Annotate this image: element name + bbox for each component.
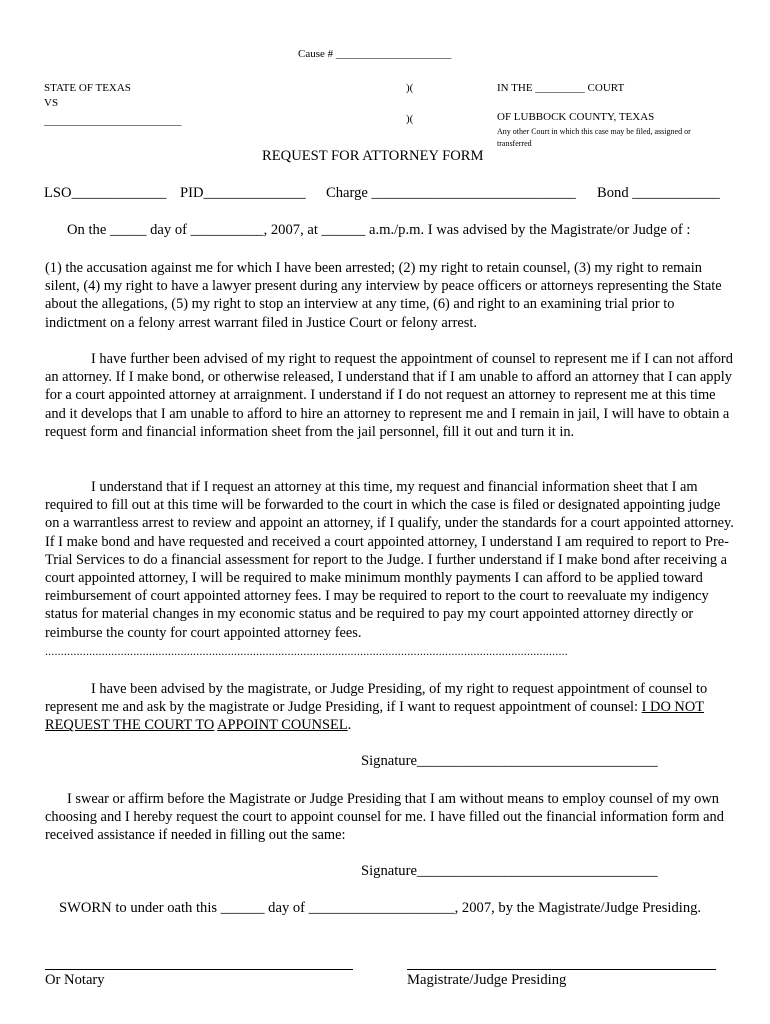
understand-paragraph: I understand that if I request an attorney at this time, my request and financial information sheet that I am required to fill out at this time will be forwarded to the court in which the case is filed or designated appointing judge on a warrantless arrest to review and appoint an attorney, if I qualify, under the standards for a court appointed attorney. If I make bond and have requested and received a court appointed attorney, I understand I am required to report to Pre-Trial Services to do a financial assessment for report to the Judge. I further understand if I make bond after receiving a court appointed attorney, I will be required to make minimum monthly payments I can afford to be applied toward reimbursement of court appointed attorney fees. I may be required to report to the court to reevaluate my indigency status for material changes in my economic status and be required to pay my court appointed attorney directly or reimburse the county for court appointed attorney fees. xyxy=(45,479,734,641)
court-name[interactable]: IN THE _________ COURT xyxy=(497,82,625,94)
court-note-line-1: Any other Court in which this case may be filed, assigned or xyxy=(497,127,691,136)
judge-label: Magistrate/Judge Presiding xyxy=(407,972,567,988)
notary-label: Or Notary xyxy=(45,972,105,988)
do-not-request-phrase: I DO NOT REQUEST THE COURT TO xyxy=(45,699,705,734)
bond-field[interactable]: Bond ____________ xyxy=(597,185,720,201)
dotted-separator: ...................................................................................................................................................................... xyxy=(45,644,568,658)
request-decline-text: I have been advised by the magistrate, or Judge Presiding, of my right to request appointment of counsel to represent me and ask by the magistrate or Judge Presiding, if I want to request appointment of counsel: xyxy=(45,681,708,716)
request-signature-line[interactable]: Signature_________________________________ xyxy=(361,863,658,879)
further-advised-paragraph: I have further been advised of my right to request the appointment of counsel to represent me if I can not afford an attorney. If I make bond, or otherwise released, I understand that if I am unable to afford an attorney that I can apply for a court appointed attorney at arraignment. I understand if I do not request an attorney to represent me at this time and it develops that I am unable to afford to hire an attorney to represent me and I remain in jail, I will have to obtain a request form and financial information sheet from the jail personnel, fill it out and turn it in. xyxy=(45,351,733,440)
appoint-counsel-phrase: APPOINT COUNSEL xyxy=(217,717,348,734)
court-note-line-2: transferred xyxy=(497,139,532,148)
request-decline-period: . xyxy=(347,717,352,734)
charge-field[interactable]: Charge ____________________________ xyxy=(326,185,576,201)
rights-paragraph: (1) the accusation against me for which I have been arrested; (2) my right to retain counsel, (3) my right to remain silent, (4) my right to have a lawyer present during any interview by peace officers or attorneys representing the State about the allegations, (5) my right to stop an interview at any time, (6) and right to an examining trial prior to indictment on a felony arrest warrant filed in Justice Court or felony arrest. xyxy=(45,260,722,331)
pid-field[interactable]: PID______________ xyxy=(180,185,306,201)
county-name: OF LUBBOCK COUNTY, TEXAS xyxy=(497,111,655,123)
caption-separator-1: )( xyxy=(406,82,414,94)
cause-number: Cause # _____________________ xyxy=(298,48,452,60)
defendant-name-line[interactable]: _________________________ xyxy=(44,115,182,127)
advised-date-line[interactable]: On the _____ day of __________, 2007, at ______ a.m./p.m. I was advised by the Magistrate/or Judge of : xyxy=(67,222,691,238)
decline-signature-line[interactable]: Signature_________________________________ xyxy=(361,753,658,769)
versus: VS xyxy=(44,97,59,109)
request-decline-paragraph xyxy=(45,680,735,735)
lso-field[interactable]: LSO_____________ xyxy=(44,185,167,201)
form-title: REQUEST FOR ATTORNEY FORM xyxy=(262,148,484,164)
judge-signature-rule[interactable] xyxy=(407,969,716,970)
swear-paragraph: I swear or affirm before the Magistrate or Judge Presiding that I am without means to employ counsel of my own choosing and I hereby request the court to appoint counsel for me. I have filled out the financial information form and received assistance if needed in filling out the same: xyxy=(45,791,724,844)
notary-signature-rule[interactable] xyxy=(45,969,353,970)
caption-separator-2: )( xyxy=(406,113,414,125)
sworn-oath-line[interactable]: SWORN to under oath this ______ day of ____________________, 2007, by the Magistrate/Judge Presiding. xyxy=(59,900,702,916)
state-of-texas: STATE OF TEXAS xyxy=(44,82,131,94)
